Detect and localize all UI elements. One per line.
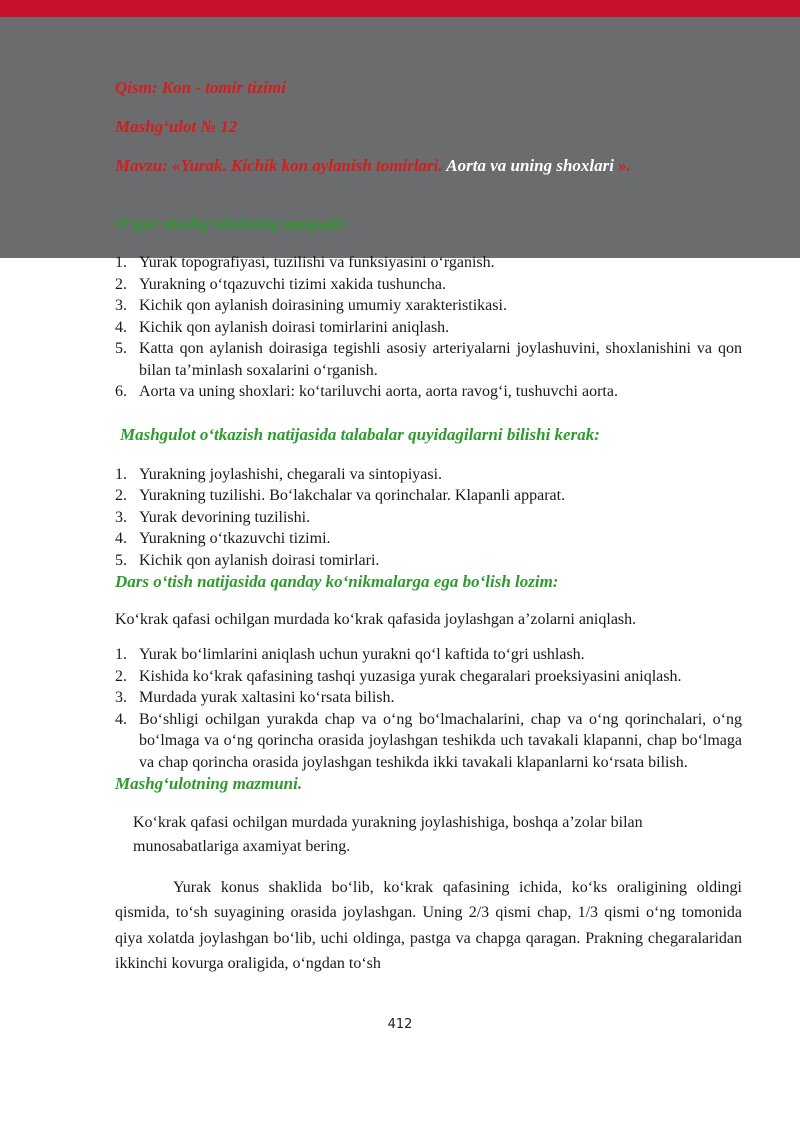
list-item: 4. Yurakning o‘tkazuvchi tizimi. (115, 530, 331, 547)
skills-list (115, 644, 742, 773)
section2-body (115, 424, 742, 977)
list-item: 6. Aorta va uning shoxlari: ko‘tariluvchi aorta, aorta ravog‘i, tushuvchi aorta. (115, 383, 618, 400)
list-item: 3. Yurak devorining tuzilishi. (115, 508, 311, 526)
list-item: 1. Yurak bo‘limlarini aniqlash uchun yurakni qo‘l kaftida to‘gri ushlash. (115, 646, 585, 663)
list-item: 5. Kichik qon aylanish doirasi tomirlari. (115, 551, 380, 569)
list-item: 3. Murdada yurak xaltasini ko‘rsata bilish. (115, 689, 395, 706)
list-item: 4. Kichik qon aylanish doirasi tomirlarini aniqlash. (115, 318, 450, 336)
list-item: 1. Yurak topografiyasi, tuzilishi va funksiyasini o‘rganish. (115, 254, 495, 271)
top-red-stripe (0, 0, 800, 17)
qism-heading: Qism: Kon - tomir tizimi (115, 78, 286, 97)
goals-list (115, 252, 742, 403)
section1-title: O‘quv mashg‘ulotining maqsadi: (115, 214, 348, 233)
section2-title: Mashgulot o‘tkazish natijasida talabalar quyidagilarni bilishi kerak: (120, 425, 600, 444)
mashgulot-heading: Mashg‘ulot № 12 (115, 117, 238, 136)
list-item: 5. Katta qon aylanish doirasiga tegishli asosiy arteriyalarni joylashuvini, shoxlanishini va qon bilan ta’minlash soxalarini o‘rganish. (115, 340, 742, 379)
knowledge-list (115, 464, 742, 572)
mavzu-red: Mavzu: «Yurak. Kichik kon aylanish tomirlari. (115, 156, 443, 175)
list-item: 2. Yurakning o‘tqazuvchi tizimi xakida tushuncha. (115, 275, 447, 293)
section1-body (115, 252, 742, 403)
section3-intro: Ko‘krak qafasi ochilgan murdada ko‘krak qafasida joylashgan a’zolarni aniqlash. (115, 610, 637, 628)
section3-title: Dars o‘tish natijasida qanday ko‘nikmalarga ega bo‘lish lozim: (115, 572, 559, 591)
mavzu-white: Aorta va uning shoxlari (446, 156, 614, 175)
list-item: 3. Kichik qon aylanish doirasining umumiy xarakteristikasi. (115, 297, 507, 314)
list-item: 4. Bo‘shligi ochilgan yurakda chap va o‘ng bo‘lmachalarini, chap va o‘ng qorinchalari, o‘ng bo‘lmaga va o‘ng qorincha orasida joylashgan teshikda uch tavakali klapanni, chap bo‘lmaga va chap qorincha orasida joylashgan teshikda ikki tavakali klapanlarni ko‘rsata bilish. (115, 710, 742, 771)
list-item: 2. Yurakning tuzilishi. Bo‘lakchalar va qorinchalar. Klapanli apparat. (115, 487, 566, 504)
instruction-text: Ko‘krak qafasi ochilgan murdada yurakning joylashishiga, boshqa a’zolar bilan munosabatlariga axamiyat bering. (133, 813, 643, 855)
mavzu-end: ». (618, 156, 631, 175)
list-item: 2. Kishida ko‘krak qafasining tashqi yuzasiga yurak chegaralari proeksiyasini aniqlash. (115, 667, 682, 685)
body-paragraph: Yurak konus shaklida bo‘lib, ko‘krak qafasining ichida, ko‘ks oraligining oldingi qismida, to‘sh suyagining orasida joylashgan. Uning 2/3 qismi chap, 1/3 qismi o‘ng tomonida qiya xolatda joylashgan bo‘lib, uchi oldinga, pastga va chapga qaragan. Prakning chegaralaridan ikkinchi kovurga oraligida, o‘ngdan to‘sh (115, 878, 742, 972)
mavzu-heading (115, 156, 631, 176)
list-item: 1. Yurakning joylashishi, chegarali va sintopiyasi. (115, 465, 443, 483)
section4-title: Mashg‘ulotning mazmuni. (115, 774, 303, 793)
page-number: 412 (387, 1017, 413, 1032)
